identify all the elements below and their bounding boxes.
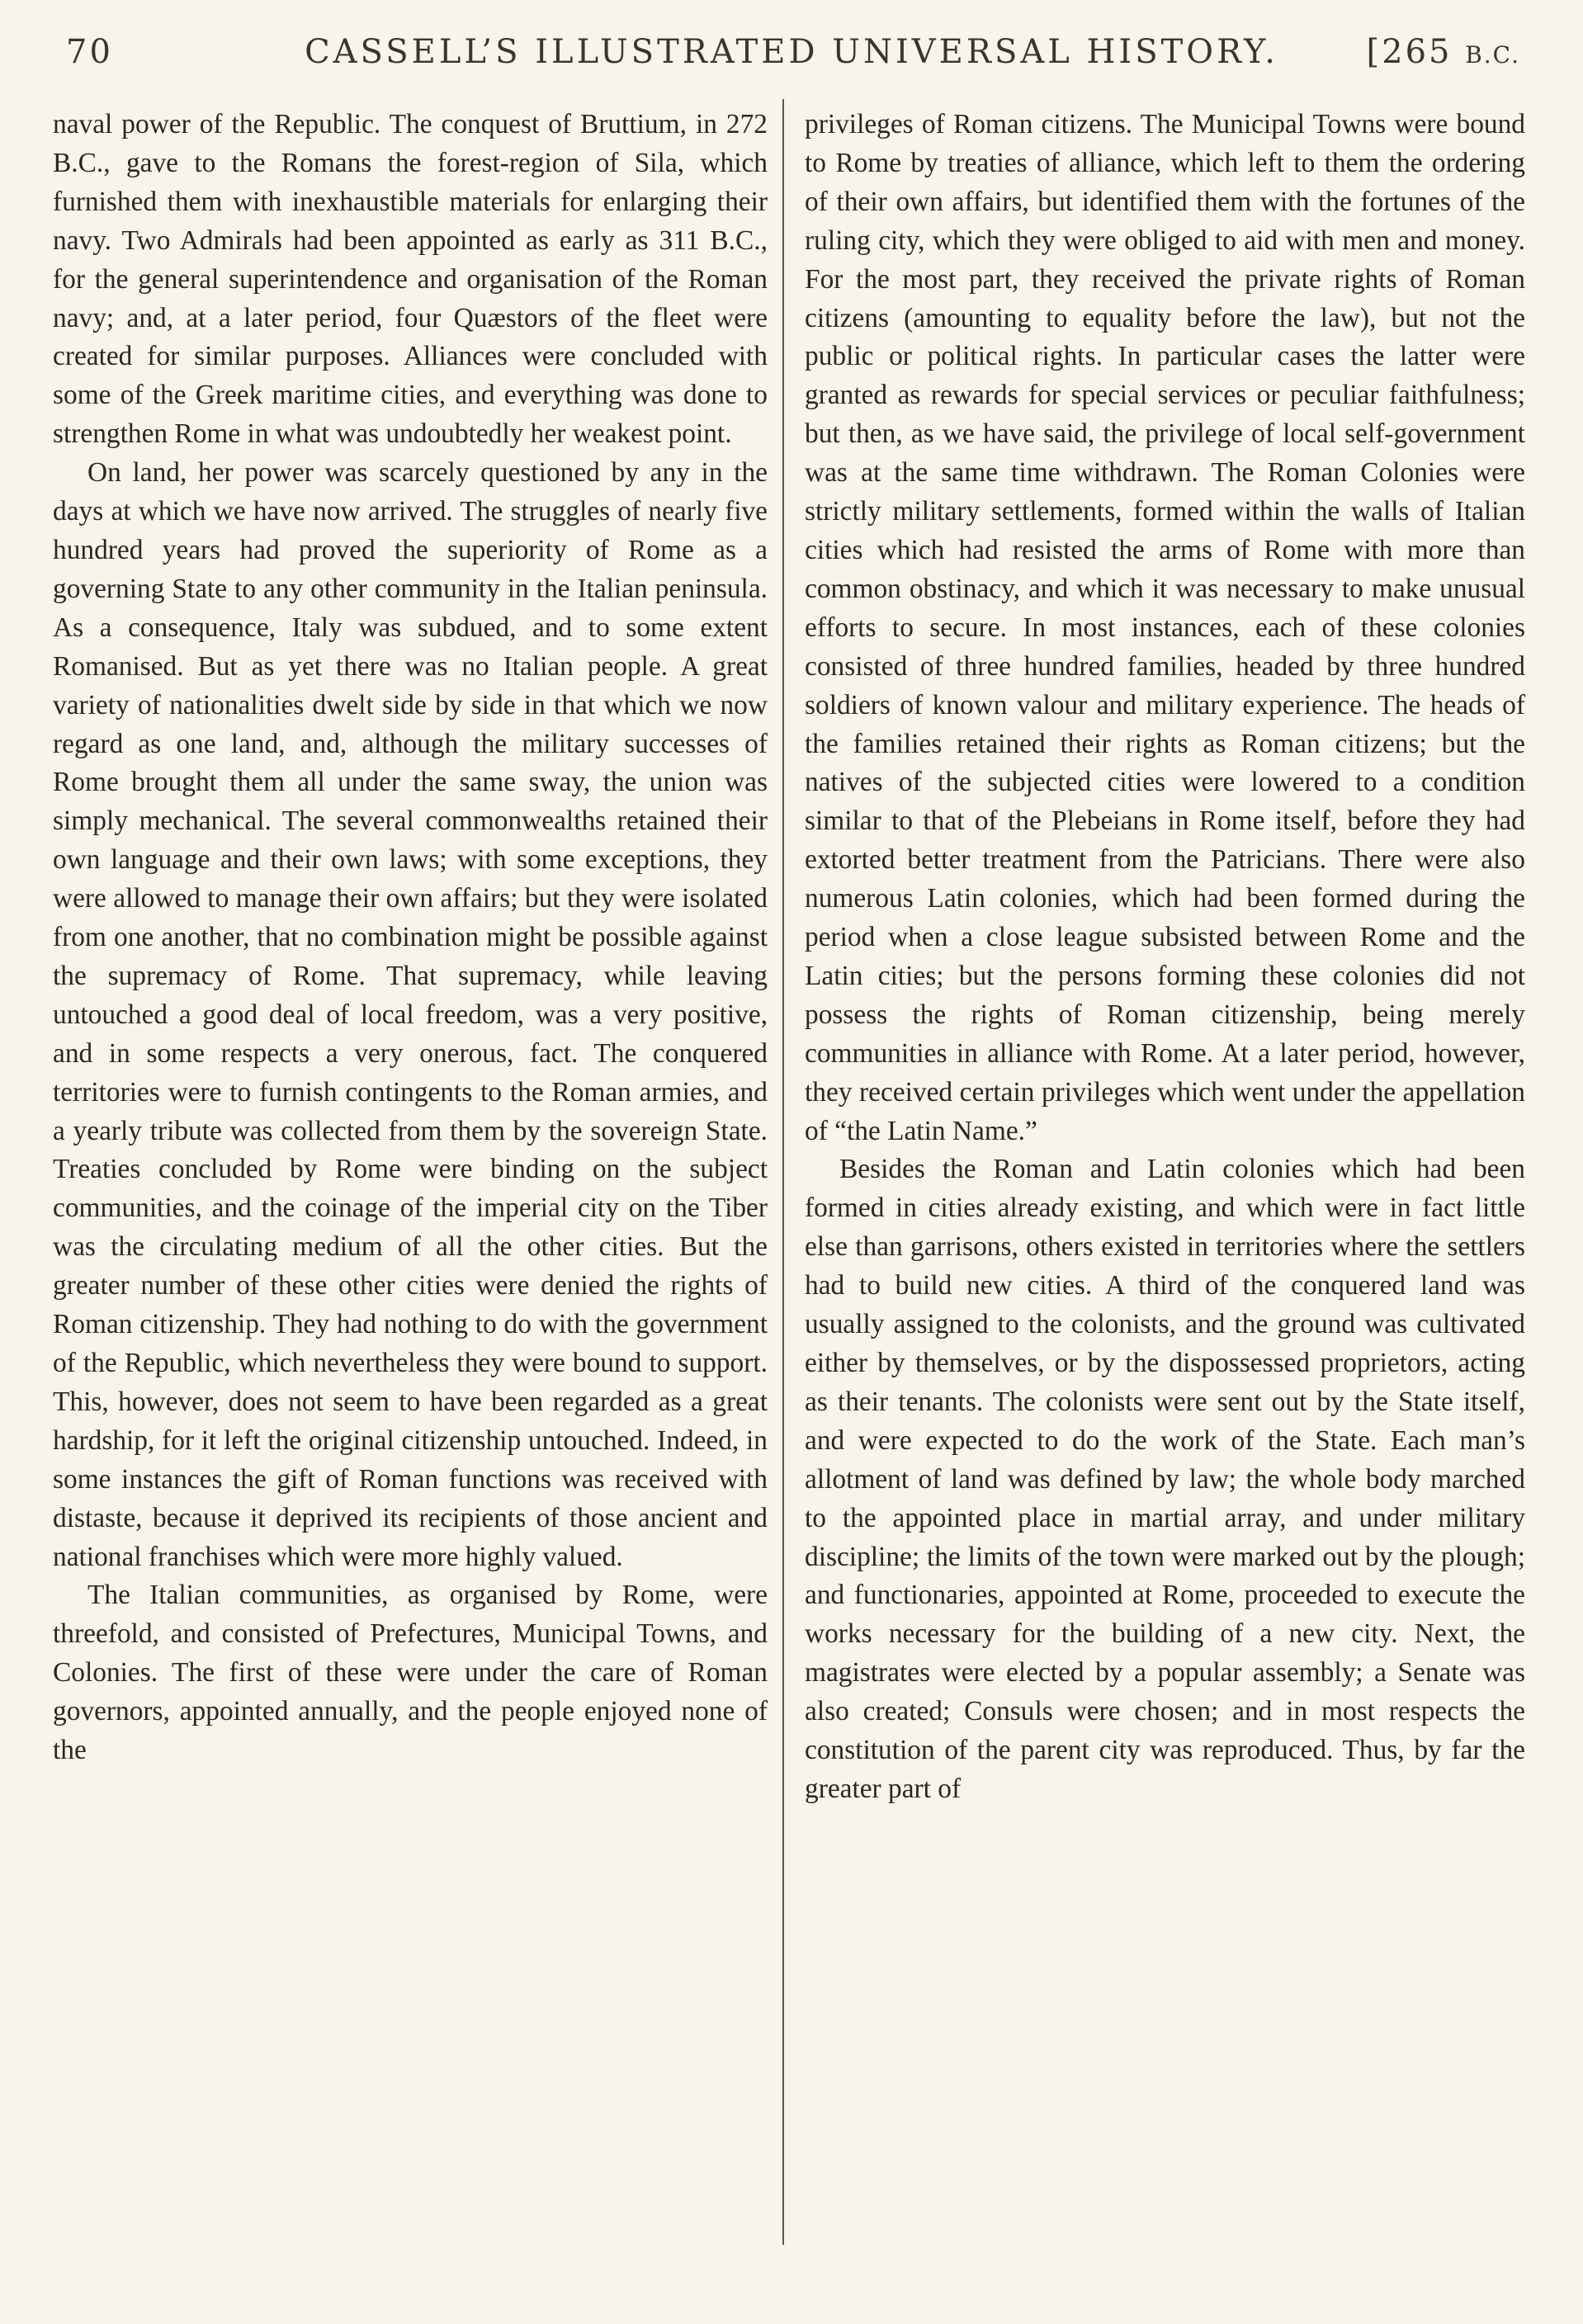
column-divider (782, 99, 784, 2245)
left-column (53, 106, 768, 1770)
right-column (805, 106, 1525, 1809)
paragraph: On land, her power was scarcely questioned by any in the days at which we have now arrived. The struggles of nearly five hundred years had proved the superiority of Rome as a governing State to any other community in the Italian peninsula. As a consequence, Italy was subdued, and to some extent Romanised. But as yet there was no Italian people. A great variety of nationalities dwelt side by side in that which we now regard as one land, and, although the military successes of Rome brought them all under the same sway, the union was simply mechanical. The several commonwealths retained their own language and their own laws; with some exceptions, they were allowed to manage their own affairs; but they were isolated from one another, that no combination might be possible against the supremacy of Rome. That supremacy, while leaving untouched a good deal of local freedom, was a very positive, and in some respects a very onerous, fact. The conquered territories were to furnish contingents to the Roman armies, and a yearly tribute was collected from them by the sovereign State. Treaties concluded by Rome were binding on the subject communities, and the coinage of the imperial city on the Tiber was the circulating medium of all the other cities. But the greater number of these other cities were denied the rights of Roman citizenship. They had nothing to do with the government of the Republic, which nevertheless they were bound to support. This, however, does not seem to have been regarded as a great hardship, for it left the original citizenship untouched. Indeed, in some instances the gift of Roman functions was received with distaste, because it deprived its recipients of those ancient and national franchises which were more highly valued. (53, 457, 768, 1572)
paragraph: Besides the Roman and Latin colonies which had been formed in cities already existing, and which were in fact little else than garrisons, others existed in territories where the settlers had to build new cities. A third of the conquered land was usually assigned to the colonists, and the ground was cultivated either by themselves, or by the dispossessed proprietors, acting as their tenants. The colonists were sent out by the State itself, and were expected to do the work of the State. Each man’s allotment of land was defined by law; the whole body marched to the appointed place in martial array, and under military discipline; the limits of the town were marked out by the plough; and functionaries, appointed at Rome, proceeded to execute the works necessary for the building of a new city. Next, the magistrates were elected by a popular assembly; a Senate was also created; Consuls were chosen; and in most respects the constitution of the parent city was reproduced. Thus, by far the greater part of (805, 1154, 1525, 1804)
running-title: CASSELL’S ILLUSTRATED UNIVERSAL HISTORY. (305, 33, 1278, 71)
paragraph: privileges of Roman citizens. The Municipal Towns were bound to Rome by treaties of alliance, which left to them the ordering of their own affairs, but identified them with the fortunes of the ruling city, which they were obliged to aid with men and money. For the most part, they received the private rights of Roman citizens (amounting to equality before the law), but not the public or political rights. In particular cases the latter were granted as rewards for special services or peculiar faithfulness; but then, as we have said, the privilege of local self-government was at the same time withdrawn. The Roman Colonies were strictly military settlements, formed within the walls of Italian cities which had resisted the arms of Rome with more than common obstinacy, and which it was necessary to make unusual efforts to secure. In most instances, each of these colonies consisted of three hundred families, headed by three hundred soldiers of known valour and military experience. The heads of the families retained their rights as Roman citizens; but the natives of the subjected cities were lowered to a condition similar to that of the Plebeians in Rome itself, before they had extorted better treatment from the Patricians. There were also numerous Latin colonies, which had been formed during the period when a close league subsisted between Rome and the Latin cities; but the persons forming these colonies did not possess the rights of Roman citizenship, being merely communities in alliance with Rome. At a later period, however, they received certain privileges which went under the appellation of “the Latin Name.” (805, 109, 1525, 1146)
date-year: [265 (1366, 33, 1453, 71)
paragraph: naval power of the Republic. The conquest of Bruttium, in 272 B.C., gave to the Romans the forest-region of Sila, which furnished them with inexhaustible materials for enlarging their navy. Two Admirals had been appointed as early as 311 B.C., for the general superintendence and organisation of the Roman navy; and, at a later period, four Quæstors of the fleet were created for similar purposes. Alliances were concluded with some of the Greek maritime cities, and everything was done to strengthen Rome in what was undoubtedly her weakest point. (53, 109, 768, 450)
page-number: 70 (66, 33, 113, 71)
paragraph: The Italian communities, as organised by Rome, were threefold, and consisted of Prefectures, Municipal Towns, and Colonies. The first of these were under the care of Roman governors, appointed annually, and the people enjoyed none of the (53, 1580, 768, 1766)
running-head (53, 33, 1530, 74)
running-date (1367, 33, 1520, 71)
date-era: B.C. (1465, 41, 1520, 68)
